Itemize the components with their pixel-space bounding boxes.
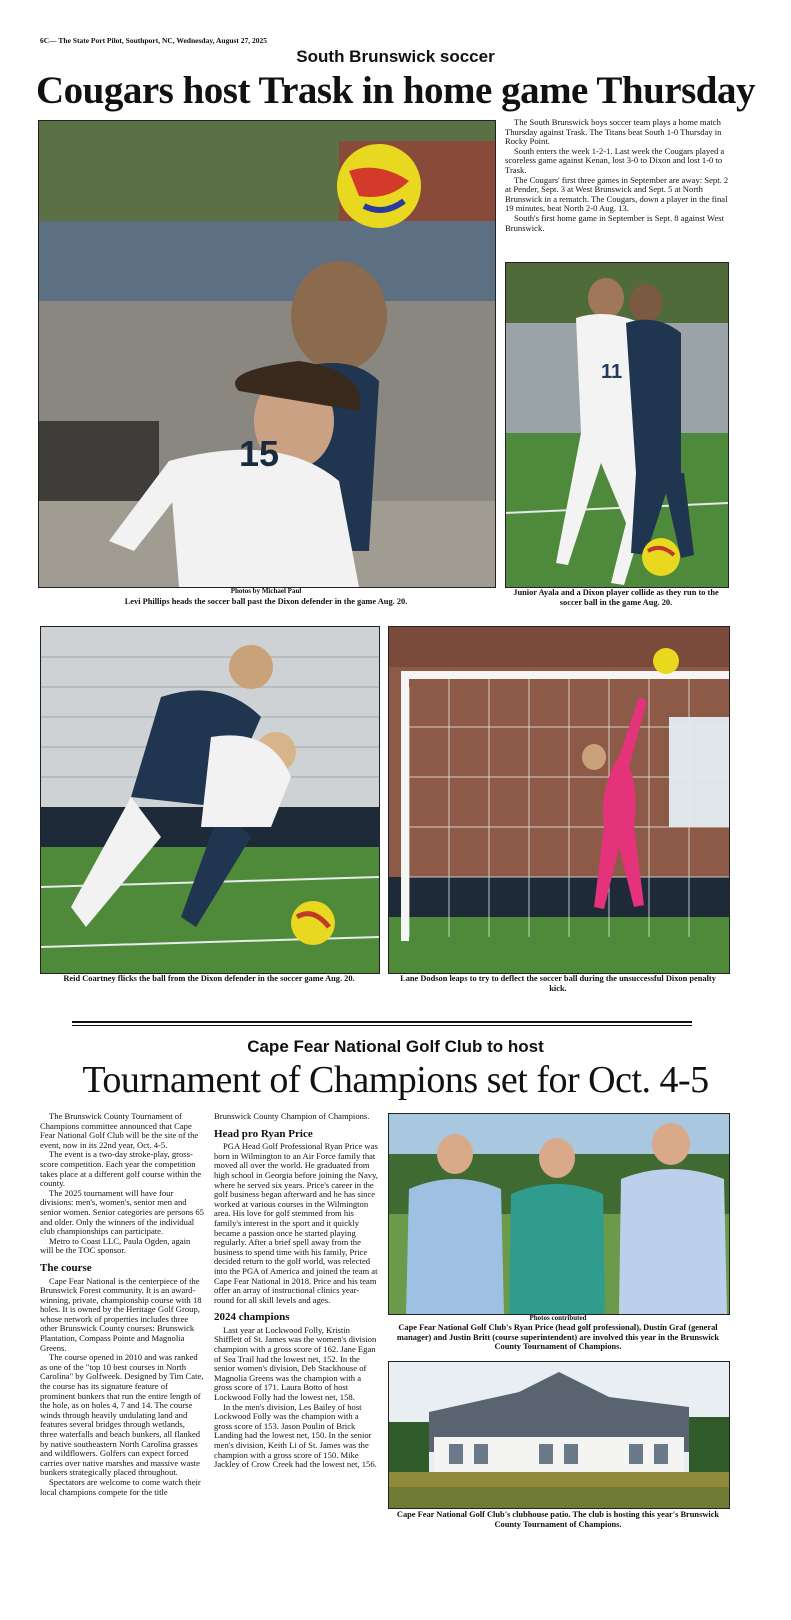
photo-golf-staff [388, 1113, 730, 1315]
paragraph: Spectators are welcome to come watch their local champions compete for the title [40, 1476, 201, 1497]
paragraph: The event is a two-day stroke-play, gross-score competition. Each year the competition takes place at a different golf course within the county. [40, 1149, 202, 1189]
section-divider [72, 1025, 692, 1026]
folio: 6C— The State Port Pilot, Southport, NC, Wednesday, August 27, 2025 [40, 36, 268, 45]
caption-ayala: Junior Ayala and a Dixon player collide as they run to the soccer ball in the game Aug. 20. [513, 588, 719, 607]
caption-main-photo: Levi Phillips heads the soccer ball past the Dixon defender in the game Aug. 20. [124, 597, 408, 606]
golf-headline: Tournament of Champions set for Oct. 4-5 [82, 1059, 709, 1101]
golf-column-2 [214, 1112, 378, 1470]
soccer-kicker: South Brunswick soccer [296, 47, 495, 66]
soccer-headline: Cougars host Trask in home game Thursday [36, 69, 755, 112]
paragraph: The Cougars' first three games in September are away: Sept. 2 at Pender, Sept. 3 at West Brunswick and Sept. 5 at North Brunswick in a rematch. The Cougars, down a player in the final 19 minutes, beat North 2-0 Aug. 13. [505, 174, 729, 214]
golf-kicker: Cape Fear National Golf Club to host [247, 1037, 544, 1056]
soccer-photo-credit: Photos by Michael Paul [230, 587, 302, 595]
caption-clubhouse: Cape Fear National Golf Club's clubhouse patio. The club is hosting this year's Brunswick County Tournament of Champions. [396, 1510, 720, 1529]
paragraph: PGA Head Golf Professional Ryan Price was born in Wilmington to an Air Force family that moved all over the world. He graduated from high school in Georgia before joining the Navy, where he served six years. Price's career in the golf business began afterward and he has since worked at various courses in the Wilmington area. His love for golf stemmed from his family's interest in the sport and it quickly became a passion once he started playing regularly. After a brief spell away from the business to spend time with his family, Price decided return to the golf world, was relected into the PGA of America and joined the team at Cape Fear National in 2018. Price and his team offer an array of instructional clinics year-round for all skill levels and ages. [214, 1141, 378, 1305]
jersey-number-ayala: 11 [601, 361, 623, 383]
paragraph: In the men's division, Les Bailey of host Lockwood Folly was the champion with a gross score of 153. Jason Poulin of Brick Landing had the lowest net, 150. In the senior men's division, Keith Li of St. James was the champion with a gross score of 150. Mike Jackley of Crow Creek had the lowest net, 156. [214, 1401, 377, 1470]
paragraph: The Brunswick County Tournament of Champions committee announced that Cape Fear National Golf Club will be the site of the event, now in its 22nd year, Oct. 4-5. [40, 1111, 199, 1150]
paragraph: Metro to Coast LLC, Paula Ogden, again will be the TOC sponsor. [40, 1235, 191, 1256]
photo-clubhouse [388, 1361, 730, 1509]
subhead-head-pro: Head pro Ryan Price [214, 1127, 313, 1140]
paragraph: South enters the week 1-2-1. Last week the Cougars played a scoreless game against Kenan, lost 3-0 to Dixon and lost 1-0 to Trask. [505, 145, 725, 175]
caption-dodson: Lane Dodson leaps to try to deflect the soccer ball during the unsuccessful Dixon penalty kick. [400, 974, 716, 993]
golf-column-1 [40, 1112, 204, 1497]
paragraph: South's first home game in September is Sept. 8 against West Brunswick. [505, 212, 725, 233]
paragraph: The 2025 tournament will have four divisions: men's, women's, senior men and senior women. Senior categories are persons 65 and older. Only the winners of the individual club championships can participate. [40, 1187, 204, 1237]
photo-coartney [40, 626, 380, 974]
photo-header-play [38, 120, 496, 588]
caption-coartney: Reid Coartney flicks the ball from the Dixon defender in the soccer game Aug. 20. [63, 974, 355, 983]
photo-ayala [505, 262, 729, 588]
paragraph: The course opened in 2010 and was ranked as one of the "top 10 best courses in North Carolina" by Golfweek. Designed by Tim Cate, the course has its signature feature of prominent bunkers that run the entire length of the hole, as on holes 4, 7 and 14. The course winds through heavily undulating land and features several bridges through wetlands, three waterfalls and beach bunkers, all flanked by native southeastern North Carolina grasses and wildflowers. Golfers can expect forced carries over native marshes and massive waste bunkers strategically placed throughout. [40, 1352, 204, 1478]
paragraph: Cape Fear National is the centerpiece of the Brunswick Forest community. It is an award-winning, private, championship course with 18 holes. It is owned by the Heritage Golf Group, whose network of properties includes three other Brunswick County courses: Brunswick Plantation, Compass Pointe and Magnolia Greens. [40, 1275, 202, 1353]
caption-golf-staff: Cape Fear National Golf Club's Ryan Price (head golf professional), Dustin Graf (general manager) and Justin Britt (course superintendent) are involved this year in the Brunswick County Tournament of Champions. [396, 1323, 720, 1352]
subhead-champions: 2024 champions [214, 1311, 290, 1324]
paragraph: The South Brunswick boys soccer team plays a home match Thursday against Trask. The Titans beat South 1-0 Thursday in Rocky Point. [505, 117, 722, 147]
jersey-number-main: 15 [239, 433, 280, 474]
golf-photo-credit: Photos contributed [529, 1314, 587, 1322]
subhead-course: The course [40, 1261, 92, 1274]
soccer-story [505, 118, 729, 233]
photo-dodson [388, 626, 730, 974]
paragraph: Last year at Lockwood Folly, Kristin Shifflett of St. James was the women's division champion with a gross score of 162. Jane Egan of Sea Trail had the lowest net, 152. In the senior women's division, Deb Stackhouse of Magnolia Greens was the champion with a gross score of 171. Laura Botto of host Lockwood Folly had the lowest net, 158. [214, 1324, 377, 1403]
paragraph: Brunswick County Champion of Champions. [214, 1111, 370, 1121]
section-divider [72, 1021, 692, 1023]
